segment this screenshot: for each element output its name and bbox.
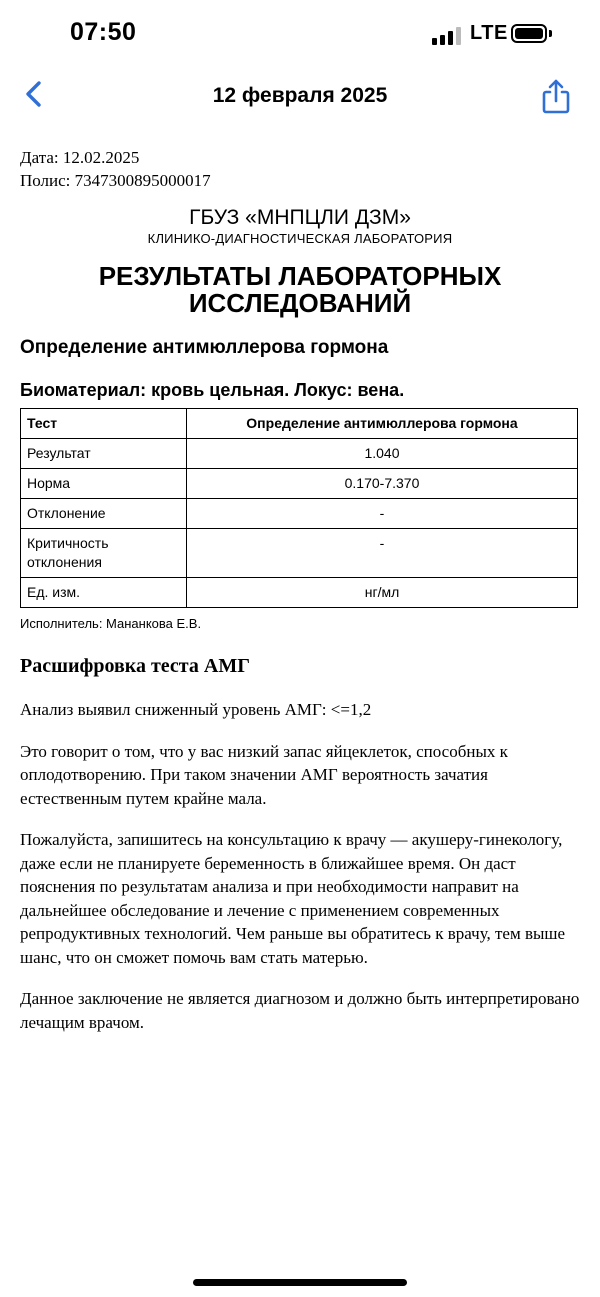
nav-bar bbox=[0, 70, 600, 124]
decode-heading: Расшифровка теста АМГ bbox=[20, 655, 250, 677]
row-label: Норма bbox=[21, 469, 187, 499]
results-table bbox=[20, 408, 578, 608]
executor: Исполнитель: Мананкова Е.В. bbox=[20, 616, 202, 631]
organization-name: ГБУЗ «МНПЦЛИ ДЗМ» bbox=[189, 206, 411, 229]
table-header-row bbox=[21, 409, 578, 439]
table-row bbox=[21, 469, 578, 499]
status-time: 07:50 bbox=[70, 18, 137, 46]
network-type: LTE bbox=[470, 22, 508, 44]
home-indicator[interactable] bbox=[193, 1279, 407, 1286]
row-value: нг/мл bbox=[187, 578, 578, 608]
table-row bbox=[21, 499, 578, 529]
biomaterial: Биоматериал: кровь цельная. Локус: вена. bbox=[20, 380, 405, 400]
report-date: Дата: 12.02.2025 bbox=[20, 148, 140, 167]
paragraph: Пожалуйста, запишитесь на консультацию к врачу — акушеру-гинекологу, даже если не планируете беременность в ближайшее время. Он даст пояснения по результатам анализа и при необходимости направит на дальнейшее обследование и лечение с применением современных репродуктивных технологий. Чем раньше вы обратитесь к врачу, тем выше шанс, что он сможет помочь вам стать матерью. bbox=[20, 830, 566, 967]
page-title: 12 февраля 2025 bbox=[212, 84, 388, 107]
paragraph: Данное заключение не является диагнозом и должно быть интерпретировано лечащим врачом. bbox=[20, 989, 580, 1032]
battery-icon bbox=[511, 24, 547, 43]
share-button[interactable] bbox=[539, 78, 573, 116]
report-title-line-2: ИССЛЕДОВАНИЙ bbox=[188, 288, 412, 318]
status-bar bbox=[0, 0, 600, 70]
row-value: 1.040 bbox=[187, 439, 578, 469]
row-label: Результат bbox=[21, 439, 187, 469]
organization-subtitle: КЛИНИКО-ДИАГНОСТИЧЕСКАЯ ЛАБОРАТОРИЯ bbox=[147, 231, 453, 246]
table-header-cell: Тест bbox=[21, 409, 187, 439]
table-row bbox=[21, 529, 578, 578]
row-value: 0.170-7.370 bbox=[187, 469, 578, 499]
paragraph: Это говорит о том, что у вас низкий запас яйцеклеток, способных к оплодотворению. При таком значении АМГ вероятность зачатия естественным путем крайне мала. bbox=[20, 741, 508, 808]
row-label: Ед. изм. bbox=[21, 578, 187, 608]
row-value: - bbox=[187, 529, 578, 578]
lab-report bbox=[20, 146, 580, 1034]
report-title-line-1: РЕЗУЛЬТАТЫ ЛАБОРАТОРНЫХ bbox=[98, 261, 502, 291]
row-value: - bbox=[187, 499, 578, 529]
report-title bbox=[20, 263, 580, 317]
row-label: Отклонение bbox=[21, 499, 187, 529]
battery-cap bbox=[549, 30, 552, 37]
policy-number: Полис: 7347300895000017 bbox=[20, 171, 211, 190]
paragraph: Анализ выявил сниженный уровень АМГ: <=1,2 bbox=[20, 700, 372, 719]
test-name: Определение антимюллерова гормона bbox=[20, 337, 389, 358]
cellular-signal-icon bbox=[432, 27, 464, 45]
share-icon bbox=[539, 78, 573, 116]
table-row bbox=[21, 578, 578, 608]
table-row bbox=[21, 439, 578, 469]
row-label: Критичность отклонения bbox=[21, 529, 187, 578]
table-header-cell: Определение антимюллерова гормона bbox=[187, 409, 578, 439]
